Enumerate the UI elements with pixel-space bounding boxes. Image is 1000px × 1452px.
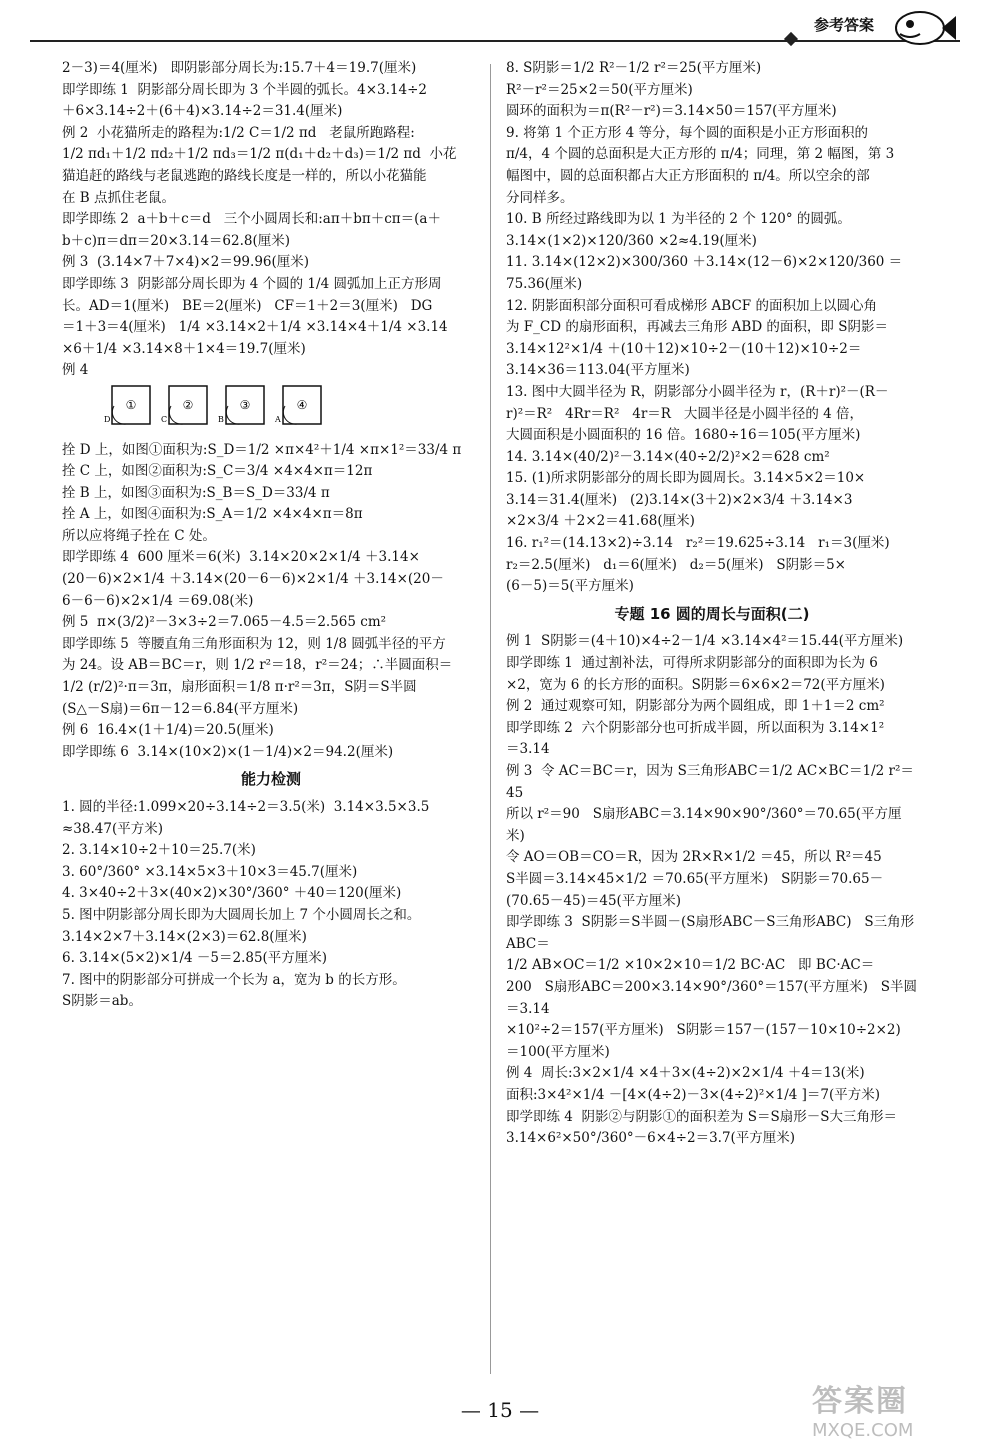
right-line-22: 16. r₁²＝(14.13×2)÷3.14 r₂²＝19.625÷3.14 r₁＝3(厘米) (506, 535, 890, 552)
topic-line-15: ×10²÷2＝157(平方厘米) S阴影＝157－(157－10×10÷2×2) (506, 1022, 901, 1039)
topic-line-4: 例 2 通过观察可知，阴影部分为两个圆组成，即 1＋1＝2 cm² (506, 698, 885, 715)
right-line-3: 圆环的面积为＝π(R²－r²)＝3.14×50＝157(平方厘米) (506, 103, 837, 120)
right-line-23: r₂＝2.5(厘米) d₁＝6(厘米) d₂＝5(厘米) S阴影＝5× (506, 556, 846, 573)
right-line-12: 为 F_CD 的扇形面积，再减去三角形 ABD 的面积，即 S阴影＝ (506, 319, 888, 336)
right-line-18: 14. 3.14×(40/2)²－3.14×(40÷2/2)²×2＝628 cm² (506, 448, 830, 465)
left-line-5: 1/2 πd₁＋1/2 πd₂＋1/2 πd₃＝1/2 π(d₁＋d₂＋d₃)＝1/2 πd 小花 (62, 146, 457, 163)
right-line-4: 9. 将第 1 个正方形 4 等分，每个圆的面积是小正方形面积的 (506, 124, 869, 141)
left-line-29: 例 6 16.4×(1＋1/4)＝20.5(厘米) (62, 722, 274, 739)
left-line-15: 例 4 (62, 362, 89, 379)
right-line-8: 10. B 所经过路线即为以 1 为半径的 2 个 120° 的圆弧。 (506, 211, 851, 228)
topic-line-6: ＝3.14 (506, 741, 550, 758)
left-line-10: 例 3 (3.14×7＋7×4)×2＝99.96(厘米) (62, 254, 310, 271)
topic-line-5: 即学即练 2 六个阴影部分也可折成半圆，所以面积为 3.14×1² (506, 719, 885, 736)
left-line-1: 2－3)＝4(厘米) 即阴影部分周长为:15.7＋4＝19.7(厘米) (62, 60, 417, 76)
ability-line-10: S阴影＝ab。 (62, 993, 142, 1010)
figure-point-4: A (275, 414, 281, 424)
figure-label-3: ③ (239, 397, 251, 412)
left-line-16: 拴 D 上，如图①面积为:S_D＝1/2 ×π×4²＋1/4 ×π×1²＝33/4 π (62, 441, 462, 458)
topic-line-11: (70.65－45)＝45(平方厘米) (506, 892, 682, 909)
right-line-1: 8. S阴影＝1/2 R²－1/2 r²＝25(平方厘米) (506, 60, 762, 76)
topic-line-3: ×2，宽为 6 的长方形的面积。S阴影＝6×6×2＝72(平方厘米) (506, 676, 885, 693)
right-line-15: 13. 图中大圆半径为 R，阴影部分小圆半径为 r，(R＋r)²－(R－ (506, 383, 889, 400)
left-line-18: 拴 B 上，如图③面积为:S_B＝S_D＝33/4 π (62, 484, 330, 501)
figure-point-1: D (104, 414, 111, 424)
ability-line-4: 3. 60°/360° ×3.14×5×3＋10×3＝45.7(厘米) (62, 863, 358, 880)
topic-line-20: 3.14×6²×50°/360°－6×4÷2＝3.7(平方厘米) (506, 1130, 796, 1147)
topic-line-8: 所以 r²＝90 S扇形ABC＝3.14×90×90°/360°＝70.65(平方厘米) (506, 806, 902, 844)
ability-heading: 能力检测 (240, 770, 301, 789)
right-line-10: 11. 3.14×(12×2)×300/360 ＋3.14×(12－6)×2×120/360 ＝75.36(厘米) (506, 254, 903, 292)
left-line-25: 即学即练 5 等腰直角三角形面积为 12，则 1/8 圆弧半径的平方 (62, 635, 446, 652)
right-column (506, 58, 918, 1150)
topic-line-17: 例 4 周长:3×2×1/4 ×4＋3×(4÷2)×2×1/4 ＋4＝13(米) (506, 1065, 865, 1082)
ability-line-3: 2. 3.14×10÷2＋10＝25.7(米) (62, 842, 256, 859)
ability-line-8: 6. 3.14×(5×2)×1/4 －5＝2.85(平方厘米) (62, 950, 328, 967)
watermark-url: MXQE.COM (812, 1420, 914, 1441)
ability-line-1: 1. 圆的半径:1.099×20÷3.14÷2＝3.5(米) 3.14×3.5×3.5 (62, 799, 430, 815)
right-line-5: π/4，4 个圆的总面积是大正方形的 π/4；同理，第 2 幅图，第 3 (506, 146, 895, 163)
right-line-21: ×2×3/4 ＋2×2＝41.68(厘米) (506, 513, 695, 530)
ability-line-9: 7. 图中的阴影部分可拼成一个长为 a，宽为 b 的长方形。 (62, 971, 406, 988)
left-line-23: 6－6－6)×2×1/4 ＝69.08(米) (62, 592, 254, 609)
right-line-14: 3.14×36＝113.04(平方厘米) (506, 362, 690, 379)
left-line-12: 长。AD＝1(厘米) BE＝2(厘米) CF＝1＋2＝3(厘米) DG (62, 297, 433, 314)
topic-line-19: 即学即练 4 阴影②与阴影①的面积差为 S＝S扇形－S大三角形＝ (506, 1108, 897, 1125)
right-line-9: 3.14×(1×2)×120/360 ×2≈4.19(厘米) (506, 232, 757, 249)
left-line-2: 即学即练 1 阴影部分周长即为 3 个半圆的弧长。4×3.14÷2 (62, 81, 427, 98)
topic-line-14: 200 S扇形ABC＝200×3.14×90°/360°＝157(平方厘米) S半圆＝3.14 (506, 978, 918, 1017)
figure-arc-2 (169, 406, 183, 424)
topic-line-16: ＝100(平方厘米) (506, 1043, 610, 1060)
topic-line-9: 令 AO＝OB＝CO＝R，因为 2R×R×1/2 ＝45，所以 R²＝45 (506, 849, 882, 866)
right-line-20: 3.14＝31.4(厘米) (2)3.14×(3＋2)×2×3/4 ＋3.14×3 (506, 491, 853, 508)
left-line-3: ＋6×3.14÷2＋(6＋4)×3.14÷2＝31.4(厘米) (62, 103, 343, 120)
topic-line-12: 即学即练 3 S阴影＝S半圆－(S扇形ABC－S三角形ABC) S三角形ABC＝ (506, 914, 915, 952)
left-line-30: 即学即练 6 3.14×(10×2)×(1－1/4)×2＝94.2(厘米) (62, 743, 394, 760)
left-line-19: 拴 A 上，如图④面积为:S_A＝1/2 ×4×4×π＝8π (62, 506, 363, 523)
left-line-4: 例 2 小花猫所走的路程为:1/2 C＝1/2 πd 老鼠所跑路程: (62, 124, 415, 141)
right-line-11: 12. 阴影面积部分面积可看成梯形 ABCF 的面积加上以圆心角 (506, 297, 877, 314)
right-line-7: 分同样多。 (506, 189, 574, 206)
figure-arc-4 (283, 406, 297, 424)
page-header (0, 0, 1000, 52)
topic-line-1: 例 1 S阴影＝(4＋10)×4÷2－1/4 ×3.14×4²＝15.44(平方厘米) (506, 633, 904, 650)
topic-line-2: 即学即练 1 通过割补法，可得所求阴影部分的面积即为长为 6 (506, 655, 878, 672)
left-line-17: 拴 C 上，如图②面积为:S_C＝3/4 ×4×4×π＝12π (62, 463, 373, 480)
header-rule (30, 40, 960, 42)
right-line-2: R²－r²＝25×2＝50(平方厘米) (506, 81, 693, 98)
watermark (812, 1376, 982, 1446)
left-line-9: b＋c)π＝dπ＝20×3.14＝62.8(厘米) (62, 232, 290, 249)
figure-point-3: B (218, 414, 224, 424)
topic-line-10: S半圆＝3.14×45×1/2 ＝70.65(平方厘米) S阴影＝70.65－ (506, 870, 884, 887)
ability-line-5: 4. 3×40÷2＋3×(40×2)×30°/360° ＋40＝120(厘米) (62, 885, 402, 902)
example4-figure (102, 384, 342, 428)
right-line-13: 3.14×12²×1/4 ＋(10＋12)×10÷2－(10＋12)×10÷2＝ (506, 340, 862, 357)
left-line-11: 即学即练 3 阴影部分周长即为 4 个圆的 1/4 圆弧加上正方形周 (62, 275, 442, 292)
left-line-27: 1/2 (r/2)²·π＝3π，扇形面积＝1/8 π·r²＝3π，S阴＝S半圆 (62, 679, 417, 696)
page-number: — 15 — (460, 1398, 540, 1422)
header-diamond-icon (784, 32, 798, 46)
left-line-26: 为 24。设 AB＝BC＝r，则 1/2 r²＝18，r²＝24；∴半圆面积＝ (62, 657, 453, 674)
right-line-16: r)²＝R² 4Rr＝R² 4r＝R 大圆半径是小圆半径的 4 倍， (506, 405, 863, 422)
left-line-7: 在 B 点抓住老鼠。 (62, 189, 176, 206)
left-line-24: 例 5 π×(3/2)²－3×3÷2＝7.065－4.5＝2.565 cm² (62, 614, 387, 631)
topic-heading: 专题 16 圆的周长与面积(二) (614, 604, 810, 623)
left-line-14: ×6＋1/4 ×3.14×8＋1×4＝19.7(厘米) (62, 340, 306, 357)
right-line-6: 幅图中，圆的总面积都占大正方形面积的 π/4。所以空余的部 (506, 167, 870, 184)
left-line-22: (20－6)×2×1/4 ＋3.14×(20－6－6)×2×1/4 ＋3.14×(20－ (62, 571, 444, 588)
figure-label-1: ① (125, 397, 137, 412)
ability-line-7: 3.14×2×7＋3.14×(2×3)＝62.8(厘米) (62, 928, 307, 945)
figure-arc-3 (226, 406, 240, 424)
right-line-17: 大圆面积是小圆面积的 16 倍。1680÷16＝105(平方厘米) (506, 427, 861, 444)
left-line-8: 即学即练 2 a＋b＋c＝d 三个小圆周长和:aπ＋bπ＋cπ＝(a＋ (62, 211, 441, 228)
figure-point-2: C (161, 414, 168, 424)
watermark-logo: 答案圈 (812, 1384, 908, 1419)
figure-label-4: ④ (296, 397, 308, 412)
column-divider (490, 64, 491, 1374)
left-line-20: 所以应将绳子拴在 C 处。 (62, 527, 216, 544)
left-line-13: ＝1＋3＝4(厘米) 1/4 ×3.14×2＋1/4 ×3.14×4＋1/4 ×3.14 (62, 319, 448, 336)
left-line-6: 猫追赶的路线与老鼠逃跑的路线长度是一样的，所以小花猫能 (62, 167, 427, 184)
header-label: 参考答案 (808, 14, 880, 35)
right-line-24: (6－5)＝5(平方厘米) (506, 578, 634, 595)
topic-line-13: 1/2 AB×OC＝1/2 ×10×2×10＝1/2 BC·AC 即 BC·AC＝ (506, 957, 875, 974)
left-column (62, 58, 480, 1013)
topic-line-18: 面积:3×4²×1/4 －[4×(4÷2)－3×(4÷2)²×1/4 ]＝7(平方米) (506, 1086, 881, 1103)
right-line-19: 15. (1)所求阴影部分的周长即为圆周长。3.14×5×2＝10× (506, 470, 866, 487)
mascot-fish-icon (886, 4, 958, 50)
ability-line-2: ≈38.47(平方米) (62, 820, 163, 837)
left-line-21: 即学即练 4 600 厘米＝6(米) 3.14×20×2×1/4 ＋3.14× (62, 549, 420, 566)
left-line-28: (S△－S扇)＝6π－12＝6.84(平方厘米) (62, 700, 299, 717)
topic-line-7: 例 3 令 AC＝BC＝r，因为 S三角形ABC＝1/2 AC×BC＝1/2 r²＝45 (506, 763, 914, 801)
figure-label-2: ② (182, 397, 194, 412)
figure-arc-1 (112, 406, 126, 424)
ability-line-6: 5. 图中阴影部分周长即为大圆周长加上 7 个小圆周长之和。 (62, 906, 421, 923)
